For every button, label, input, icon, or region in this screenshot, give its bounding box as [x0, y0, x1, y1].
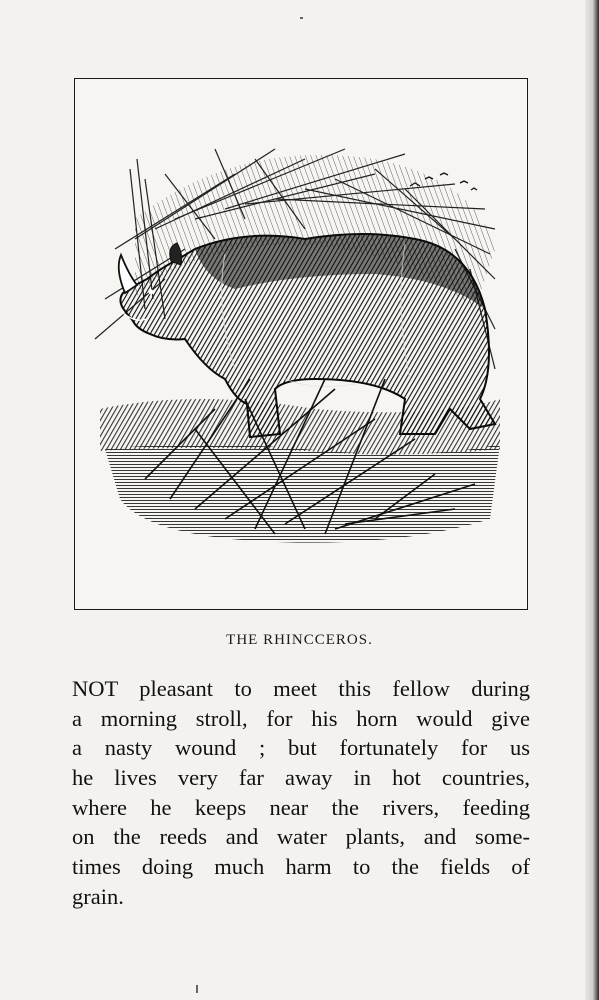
paragraph-line: a nasty wound ; but fortunately for us: [72, 735, 530, 761]
speck-mark: [196, 985, 198, 993]
paragraph-line: NOT pleasant to meet this fellow during: [72, 676, 530, 701]
illustration-frame: [74, 78, 528, 610]
eye: [149, 290, 154, 295]
paragraph-line: grain.: [72, 883, 124, 909]
paragraph-line: a morning stroll, for his horn would give: [72, 705, 530, 731]
paragraph-text: [72, 674, 530, 912]
page-edge-shadow: [585, 0, 599, 1000]
paragraph-line: where he keeps near the rivers, feeding: [72, 794, 530, 820]
rhinoceros-illustration: [75, 79, 526, 608]
paragraph-line: times doing much harm to the fields of: [72, 854, 530, 880]
figure-caption: THE RHINCCEROS.: [226, 632, 373, 648]
horn: [119, 255, 137, 293]
paragraph-line: on the reeds and water plants, and some-: [72, 824, 530, 850]
speck-mark: [300, 17, 303, 19]
paragraph-line: he lives very far away in hot countries,: [72, 765, 530, 791]
